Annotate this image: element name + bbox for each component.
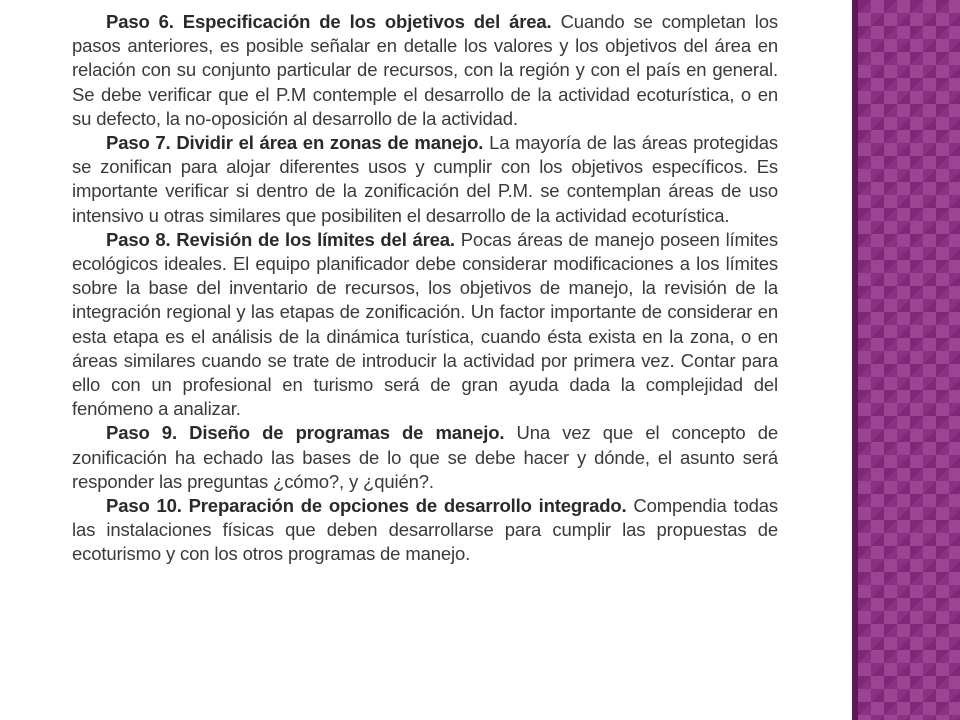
paragraph-step-10: [72, 494, 778, 567]
step-body: La mayoría de las áreas protegidas se zonifican para alojar diferentes usos y cumplir con los objetivos específicos. Es importante verificar si dentro de la zonificación del P.M. se contemplan áreas de uso intensivo u otras similares que posibiliten el desarrollo de la actividad ecoturística.: [72, 132, 778, 226]
step-body: Cuando se completan los pasos anteriores, es posible señalar en detalle los valores y los objetivos del área en relación con su conjunto particular de recursos, con la región y con el país en general. Se debe verificar que el P.M contemple el desarrollo de la actividad ecoturística, o en su defecto, la no-oposición al desarrollo de la actividad.: [72, 11, 778, 129]
step-title: Paso 8. Revisión de los límites del área.: [106, 228, 455, 250]
step-title: Paso 6. Especificación de los objetivos del área.: [106, 11, 552, 32]
paragraph-step-6: [72, 10, 778, 131]
paragraph-step-7: [72, 131, 778, 228]
paragraph-step-8: [72, 228, 778, 422]
step-body: Una vez que el concepto de zonificación ha echado las bases de lo que se debe hacer y dónde, el asunto será responder las preguntas ¿cómo?, y ¿quién?.: [72, 422, 778, 492]
document-text: [72, 10, 778, 567]
step-title: Paso 9. Diseño de programas de manejo.: [106, 422, 505, 444]
step-title: Paso 7. Dividir el área en zonas de manejo.: [106, 132, 484, 154]
decorative-sidebar: [858, 0, 960, 720]
step-title: Paso 10. Preparación de opciones de desarrollo integrado.: [106, 495, 627, 517]
step-body: Pocas áreas de manejo poseen límites ecológicos ideales. El equipo planificador debe considerar modificaciones a los límites sobre la base del inventario de recursos, los objetivos de manejo, la revisión de la integración regional y las etapas de zonificación. Un factor importante de considerar en esta etapa es el análisis de la dinámica turística, cuando ésta exista en la zona, o en áreas similares cuando se trate de introducir la actividad por primera vez. Contar para ello con un profesional en turismo será de gran ayuda dada la complejidad del fenómeno a analizar.: [72, 228, 778, 420]
paragraph-step-9: [72, 421, 778, 494]
step-body: Compendia todas las instalaciones físicas que deben desarrollarse para cumplir las propuestas de ecoturismo y con los otros programas de manejo.: [72, 495, 779, 565]
